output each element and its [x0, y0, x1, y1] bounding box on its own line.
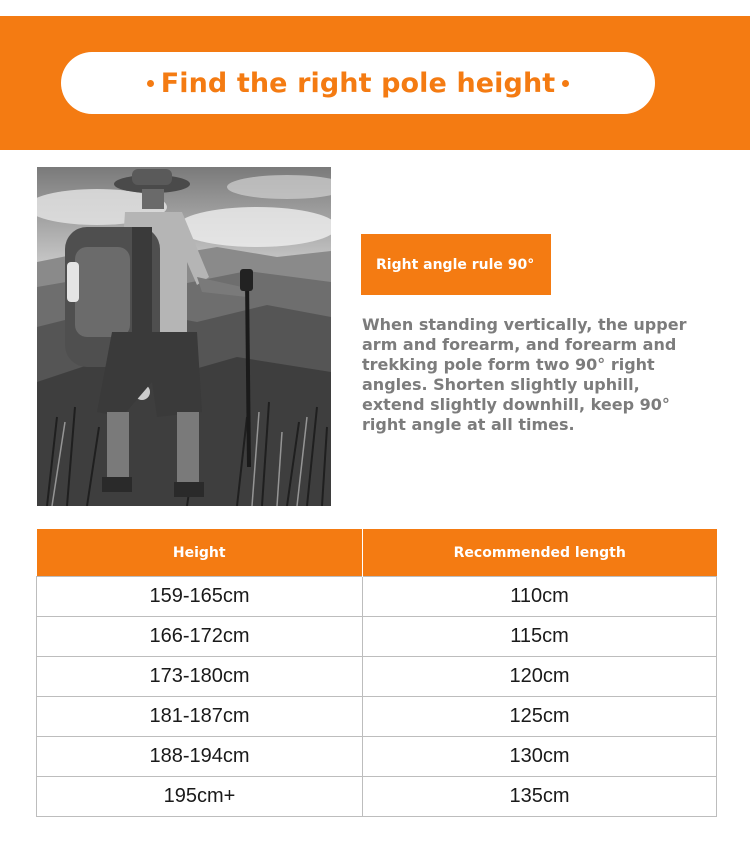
size-table	[36, 529, 717, 817]
rule-description: When standing vertically, the upper arm and forearm, and forearm and trekking pole form two 90° right angles. Shorten slightly uphill, extend slightly downhill, keep 90° right angle at all times.	[362, 315, 687, 434]
length-cell: 130cm	[363, 737, 717, 777]
height-cell: 159-165cm	[37, 577, 363, 617]
table-row	[37, 577, 717, 617]
table-row	[37, 697, 717, 737]
title-pill	[61, 52, 655, 114]
height-cell: 188-194cm	[37, 737, 363, 777]
table-row	[37, 777, 717, 817]
table-row	[37, 737, 717, 777]
page-title: Find the right pole height	[160, 67, 556, 99]
length-cell: 120cm	[363, 657, 717, 697]
table-row	[37, 657, 717, 697]
table-row	[37, 617, 717, 657]
header-banner	[0, 16, 750, 150]
header-height: Height	[37, 529, 363, 577]
bullet-dot-icon	[562, 80, 569, 87]
bullet-dot-icon	[147, 80, 154, 87]
header-recommended-length: Recommended length	[363, 529, 717, 577]
length-cell: 135cm	[363, 777, 717, 817]
length-cell: 115cm	[363, 617, 717, 657]
hiker-photo	[37, 167, 331, 506]
height-cell: 181-187cm	[37, 697, 363, 737]
length-cell: 125cm	[363, 697, 717, 737]
height-cell: 195cm+	[37, 777, 363, 817]
height-cell: 173-180cm	[37, 657, 363, 697]
table-header-row	[37, 529, 717, 577]
height-cell: 166-172cm	[37, 617, 363, 657]
right-angle-badge: Right angle rule 90°	[361, 234, 551, 295]
length-cell: 110cm	[363, 577, 717, 617]
